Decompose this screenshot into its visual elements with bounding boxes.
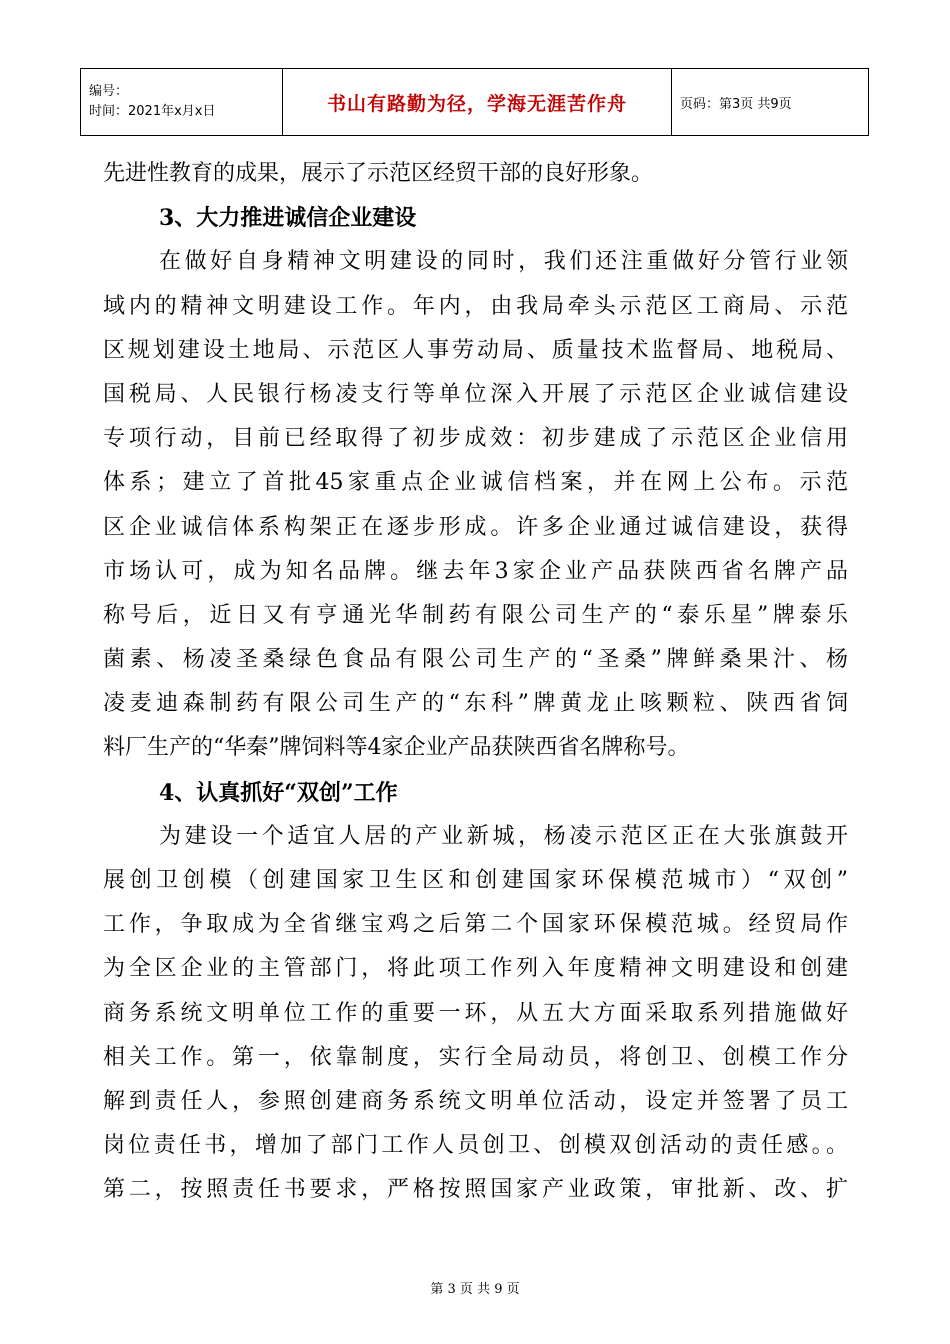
body-line: 为建设一个适宜人居的产业新城，杨凌示范区正在大张旗鼓开 bbox=[159, 823, 848, 849]
body-line: 域内的精神文明建设工作。年内，由我局牵头示范区工商局、示范 bbox=[103, 293, 848, 319]
body-line: 区规划建设土地局、示范区人事劳动局、质量技术监督局、地税局、 bbox=[103, 337, 848, 363]
body-line: 展创卫创模（创建国家卫生区和创建国家环保模范城市）“双创” bbox=[103, 868, 848, 893]
body-line: 市场认可，成为知名品牌。继去年3家企业产品获陕西省名牌产品 bbox=[103, 558, 848, 584]
header-page-info: 页码：第3页 共9页 bbox=[672, 69, 869, 136]
header-motto: 书山有路勤为径，学海无涯苦作舟 bbox=[283, 69, 672, 136]
body-line: 称号后，近日又有亨通光华制药有限公司生产的“泰乐星”牌泰乐 bbox=[103, 602, 848, 628]
number-label: 编号： bbox=[89, 84, 129, 99]
body-line: 在做好自身精神文明建设的同时，我们还注重做好分管行业领 bbox=[159, 249, 848, 275]
section-heading: 4、认真抓好“双创”工作 bbox=[159, 779, 398, 806]
body-line: 凌麦迪森制药有限公司生产的“东科”牌黄龙止咳颗粒、陕西省饲 bbox=[103, 691, 848, 717]
time-label: 时间：2021年x月x日 bbox=[89, 104, 216, 119]
body-line: 商务系统文明单位工作的重要一环，从五大方面采取系列措施做好 bbox=[103, 1000, 848, 1026]
body-line: 料厂生产的“华秦”牌饲料等4家企业产品获陕西省名牌称号。 bbox=[103, 735, 690, 761]
body-line: 专项行动，目前已经取得了初步成效：初步建成了示范区企业信用 bbox=[103, 426, 848, 452]
body-line: 体系；建立了首批45家重点企业诚信档案，并在网上公布。示范 bbox=[103, 470, 848, 496]
document-header bbox=[80, 68, 869, 136]
body-line: 相关工作。第一，依靠制度，实行全局动员，将创卫、创模工作分 bbox=[103, 1044, 848, 1070]
body-line: 第二，按照责任书要求，严格按照国家产业政策，审批新、改、扩 bbox=[103, 1177, 848, 1203]
body-line: 工作，争取成为全省继宝鸡之后第二个国家环保模范城。经贸局作 bbox=[103, 912, 848, 938]
body-line: 区企业诚信体系构架正在逐步形成。许多企业通过诚信建设，获得 bbox=[103, 514, 848, 540]
body-line: 为全区企业的主管部门，将此项工作列入年度精神文明建设和创建 bbox=[103, 956, 848, 982]
document-body bbox=[103, 152, 848, 1213]
body-line: 菌素、杨凌圣桑绿色食品有限公司生产的“圣桑”牌鲜桑果汁、杨 bbox=[103, 647, 848, 673]
body-line: 岗位责任书，增加了部门工作人员创卫、创模双创活动的责任感。。 bbox=[103, 1133, 848, 1159]
header-meta-cell bbox=[81, 69, 283, 136]
section-heading: 3、大力推进诚信企业建设 bbox=[159, 205, 417, 232]
body-line: 先进性教育的成果，展示了示范区经贸干部的良好形象。 bbox=[103, 161, 654, 186]
body-line: 国税局、人民银行杨凌支行等单位深入开展了示范区企业诚信建设 bbox=[103, 381, 848, 407]
body-line: 解到责任人，参照创建商务系统文明单位活动，设定并签署了员工 bbox=[103, 1088, 848, 1114]
page-footer: 第 3 页 共 9 页 bbox=[430, 1282, 520, 1297]
